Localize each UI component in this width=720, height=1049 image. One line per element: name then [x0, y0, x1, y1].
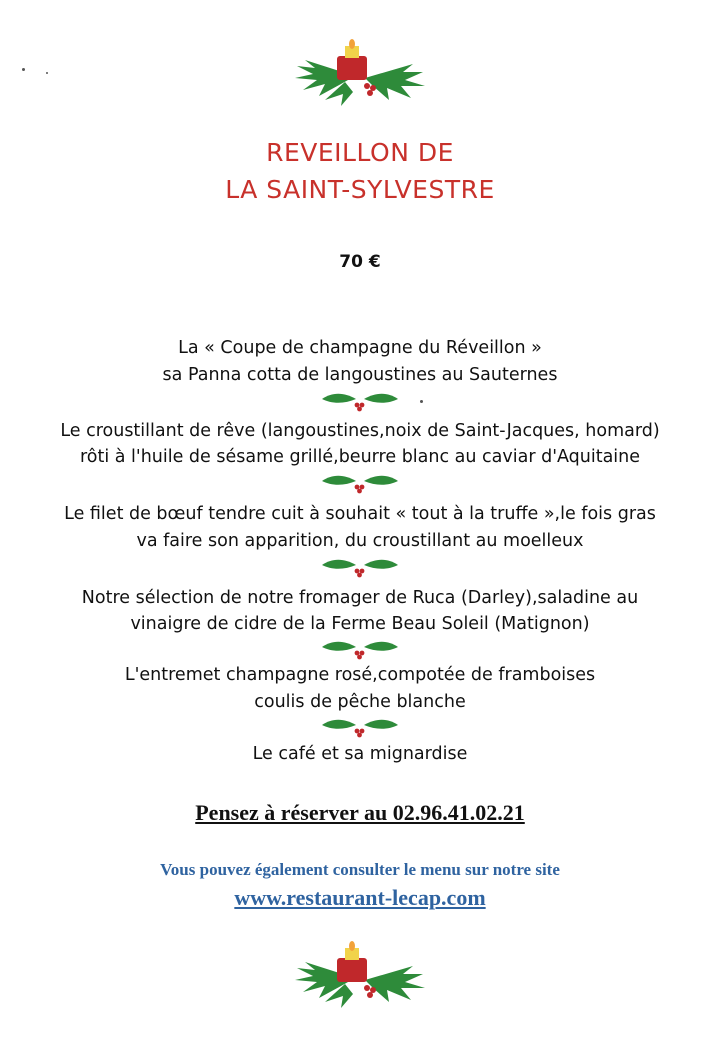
course-5-line-2: coulis de pêche blanche: [254, 692, 466, 712]
course-5-line-1: L'entremet champagne rosé,compotée de framboises: [124, 665, 596, 685]
course-2-line-2: rôti à l'huile de sésame grillé,beurre blanc au caviar d'Aquitaine: [79, 447, 641, 467]
course-3-line-2: va faire son apparition, du croustillant au moelleux: [136, 531, 584, 551]
course-1-line-1: La « Coupe de champagne du Réveillon »: [178, 338, 542, 358]
holly-sprig-icon: [320, 638, 400, 660]
website-link[interactable]: www.restaurant-lecap.com: [234, 885, 486, 910]
candle-holly-icon: [285, 38, 435, 108]
reservation-phone: Pensez à réserver au 02.96.41.02.21: [195, 800, 525, 825]
holly-sprig-icon: [320, 390, 400, 412]
course-4-line-2: vinaigre de cidre de la Ferme Beau Soleil (Matignon): [130, 614, 590, 634]
holly-sprig-icon: [320, 472, 400, 494]
course-6-line-1: Le café et sa mignardise: [252, 744, 468, 764]
menu-price: 70 €: [339, 252, 381, 272]
course-3-line-1: Le filet de bœuf tendre cuit à souhait « tout à la truffe »,le fois gras: [64, 504, 656, 524]
website-info-text: Vous pouvez également consulter le menu sur notre site: [160, 860, 560, 879]
course-2-line-1: Le croustillant de rêve (langoustines,noix de Saint-Jacques, homard): [60, 421, 660, 441]
holly-sprig-icon: [320, 556, 400, 578]
scan-speck: [420, 400, 423, 403]
holly-sprig-icon: [320, 716, 400, 738]
course-1-line-2: sa Panna cotta de langoustines au Sauternes: [162, 365, 558, 385]
scan-speck: [22, 68, 25, 71]
scan-speck: [46, 72, 48, 74]
course-4-line-1: Notre sélection de notre fromager de Ruca (Darley),saladine au: [81, 588, 639, 608]
menu-title-line-1: REVEILLON DE: [266, 138, 454, 167]
candle-holly-icon: [285, 940, 435, 1010]
menu-title-line-2: LA SAINT-SYLVESTRE: [225, 175, 495, 204]
